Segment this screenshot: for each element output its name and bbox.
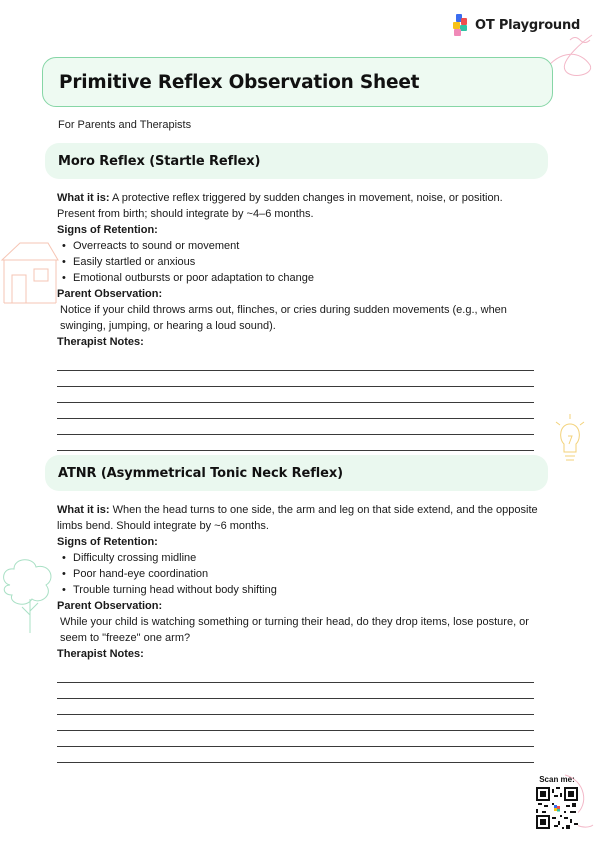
therapist-notes-lines[interactable] [57,355,539,451]
note-line[interactable] [57,667,534,683]
what-it-is-value: A protective reflex triggered by sudden changes in movement, noise, or position. Present from birth; should integrate by ~4–6 months. [57,192,503,220]
section-title: ATNR (Asymmetrical Tonic Neck Reflex) [58,465,343,481]
tree-doodle-icon [0,555,60,635]
therapist-notes-label: Therapist Notes: [57,648,144,660]
section-heading-atnr [45,455,548,491]
note-line[interactable] [57,371,534,387]
note-line[interactable] [57,419,534,435]
what-it-is-label: What it is: [57,192,110,204]
note-line[interactable] [57,715,534,731]
section-title: Moro Reflex (Startle Reflex) [58,153,261,169]
list-item: • Overreacts to sound or movement [57,238,539,254]
signs-label: Signs of Retention: [57,224,158,236]
scan-block [536,775,578,834]
list-item: • Easily startled or anxious [57,254,539,270]
list-item: • Emotional outbursts or poor adaptation to change [57,270,539,286]
note-line[interactable] [57,355,534,371]
note-line[interactable] [57,747,534,763]
section-body-moro [57,190,539,451]
what-it-is-value: When the head turns to one side, the arm and leg on that side extend, and the opposite limbs bend. Should integrate by ~6 months. [57,504,538,532]
note-line[interactable] [57,403,534,419]
list-item: • Trouble turning head without body shifting [57,582,539,598]
note-line[interactable] [57,731,534,747]
lightbulb-doodle-icon [552,412,588,472]
page-subtitle: For Parents and Therapists [58,119,192,131]
page-title: Primitive Reflex Observation Sheet [59,71,420,93]
brand-name: OT Playground [475,17,581,33]
note-line[interactable] [57,435,534,451]
section-body-atnr [57,502,539,763]
therapist-notes-label: Therapist Notes: [57,336,144,348]
what-it-is-text [57,190,539,222]
what-it-is-text [57,502,539,534]
signs-label: Signs of Retention: [57,536,158,548]
list-item: • Poor hand-eye coordination [57,566,539,582]
parent-observation-text: While your child is watching something or turning their head, do they drop items, lose posture, or seem to "freeze" one arm? [60,616,529,644]
brand-logo [452,14,580,36]
note-line[interactable] [57,699,534,715]
parent-observation-label: Parent Observation: [57,288,163,300]
signs-list [57,550,539,598]
note-line[interactable] [57,387,534,403]
ot-playground-logo-icon [452,14,470,36]
signs-list [57,238,539,286]
what-it-is-label: What it is: [57,504,110,516]
parent-observation-text: Notice if your child throws arms out, flinches, or cries during sudden movements (e.g., when swinging, jumping, or hearing a loud sound). [60,304,507,332]
parent-observation-label: Parent Observation: [57,600,163,612]
house-doodle-icon [0,235,60,310]
scan-label: Scan me: [539,775,575,784]
title-banner [42,57,553,107]
section-heading-moro [45,143,548,179]
note-line[interactable] [57,683,534,699]
therapist-notes-lines[interactable] [57,667,539,763]
list-item: • Difficulty crossing midline [57,550,539,566]
qr-code-icon[interactable] [536,787,578,829]
